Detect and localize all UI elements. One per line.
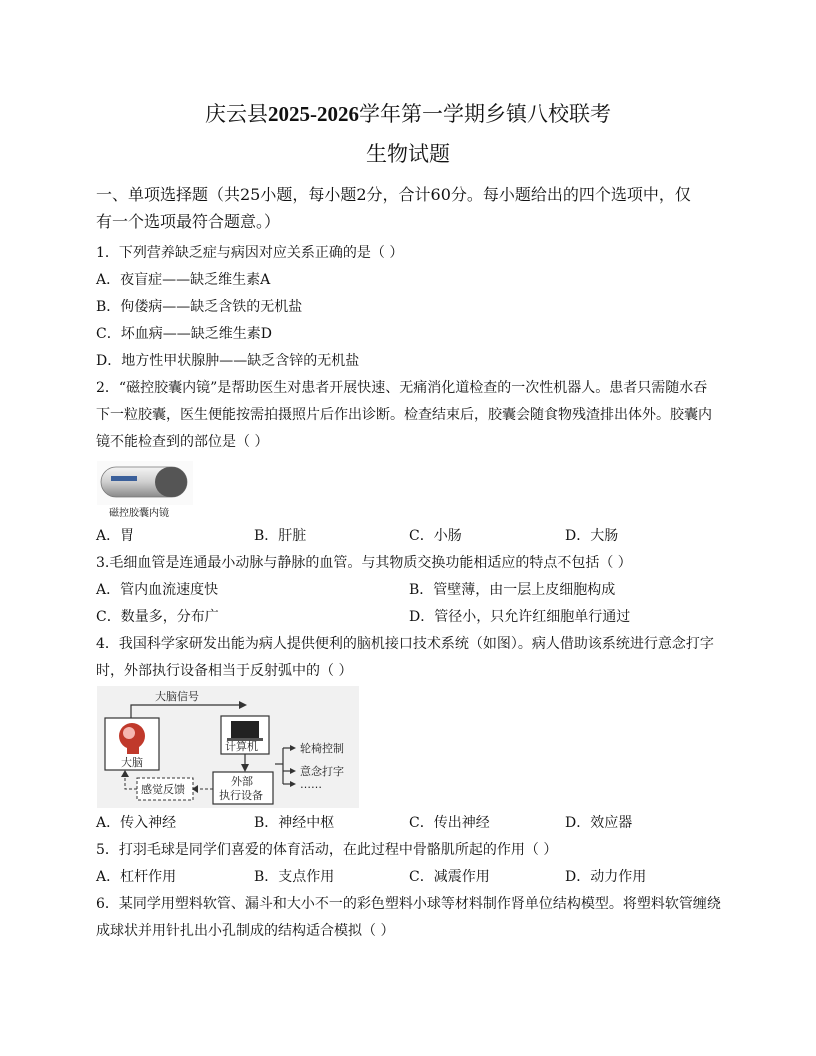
question-2-stem-line2: 下一粒胶囊，医生便能按需拍摄照片后作出诊断。检查结束后，胶囊会随食物残渣排出体外。胶囊内 <box>96 407 712 423</box>
question-1-option-a: A．夜盲症——缺乏维生素A <box>96 272 271 288</box>
question-3-option-c: C．数量多，分布广 <box>96 609 219 625</box>
question-1-option-d: D．地方性甲状腺肿——缺乏含锌的无机盐 <box>96 353 360 369</box>
question-5-option-c: C．减震作用 <box>409 869 490 885</box>
section-heading-line1: 一、单项选择题（共25小题，每小题2分，合计60分。每小题给出的四个选项中，仅 <box>96 185 691 204</box>
question-3-option-a: A．管内血流速度快 <box>96 582 219 598</box>
question-2-option-a: A．胃 <box>96 528 135 544</box>
question-2-option-d: D．大肠 <box>565 528 619 544</box>
title-suffix: 学年第一学期乡镇八校联考 <box>359 102 611 126</box>
capsule-endoscope-image <box>97 461 193 517</box>
diagram-brain-signal-label: 大脑信号 <box>155 690 199 703</box>
question-2-stem-line1: 2．“磁控胶囊内镜”是帮助医生对患者开展快速、无痛消化道检查的一次性机器人。患者只需随水吞 <box>96 380 708 396</box>
question-6-stem-line1: 6．某同学用塑料软管、漏斗和大小不一的彩色塑料小球等材料制作肾单位结构模型。将塑料软管缠绕 <box>96 896 721 912</box>
page-subtitle: 生物试题 <box>366 142 450 166</box>
diagram-output-more: …… <box>300 778 322 791</box>
question-4-option-c: C．传出神经 <box>409 815 490 831</box>
question-2-stem-line3: 镜不能检查到的部位是（ ） <box>96 434 269 450</box>
question-3-option-b: B．管壁薄，由一层上皮细胞构成 <box>409 582 616 598</box>
page-title <box>0 98 816 128</box>
diagram-brain-label: 大脑 <box>121 756 143 769</box>
question-5-option-b: B．支点作用 <box>254 869 335 885</box>
question-5-option-d: D．动力作用 <box>565 869 647 885</box>
question-4-option-d: D．效应器 <box>565 815 633 831</box>
brain-computer-interface-diagram <box>97 686 359 808</box>
question-6-stem-line2: 成球状并用针扎出小孔制成的结构适合模拟（ ） <box>96 923 395 939</box>
section-heading-line2: 有一个选项最符合题意。） <box>96 212 281 231</box>
question-1-option-b: B．佝偻病——缺乏含铁的无机盐 <box>96 299 303 315</box>
diagram-device-label-1: 外部 <box>231 775 253 788</box>
diagram-output-wheelchair: 轮椅控制 <box>300 742 344 755</box>
title-prefix: 庆云县 <box>205 102 268 126</box>
question-1-stem: 1．下列营养缺乏症与病因对应关系正确的是（ ） <box>96 245 404 261</box>
laptop-icon <box>227 721 263 741</box>
question-3-option-d: D．管径小，只允许红细胞单行通过 <box>409 609 631 625</box>
title-years: 2025-2026 <box>268 102 359 126</box>
question-2-option-c: C．小肠 <box>409 528 462 544</box>
question-1-option-c: C．坏血病——缺乏维生素D <box>96 326 272 342</box>
diagram-output-typing: 意念打字 <box>300 765 344 778</box>
question-4-option-a: A．传入神经 <box>96 815 177 831</box>
question-2-option-b: B．肝脏 <box>254 528 307 544</box>
diagram-feedback-label: 感觉反馈 <box>141 783 185 796</box>
diagram-computer-label: 计算机 <box>225 740 258 753</box>
capsule-image-caption: 磁控胶囊内镜 <box>109 508 169 519</box>
question-5-stem: 5．打羽毛球是同学们喜爱的体育活动，在此过程中骨骼肌所起的作用（ ） <box>96 842 558 858</box>
question-4-stem-line1: 4．我国科学家研发出能为病人提供便利的脑机接口技术系统（如图）。病人借助该系统进行意念打字 <box>96 636 714 652</box>
question-4-option-b: B．神经中枢 <box>254 815 335 831</box>
question-4-stem-line2: 时，外部执行设备相当于反射弧中的（ ） <box>96 663 353 679</box>
diagram-device-label-2: 执行设备 <box>219 789 263 802</box>
bci-diagram-svg <box>97 686 359 808</box>
question-5-option-a: A．杠杆作用 <box>96 869 177 885</box>
question-3-stem: 3.毛细血管是连通最小动脉与静脉的血管。与其物质交换功能相适应的特点不包括（ ） <box>96 555 632 571</box>
